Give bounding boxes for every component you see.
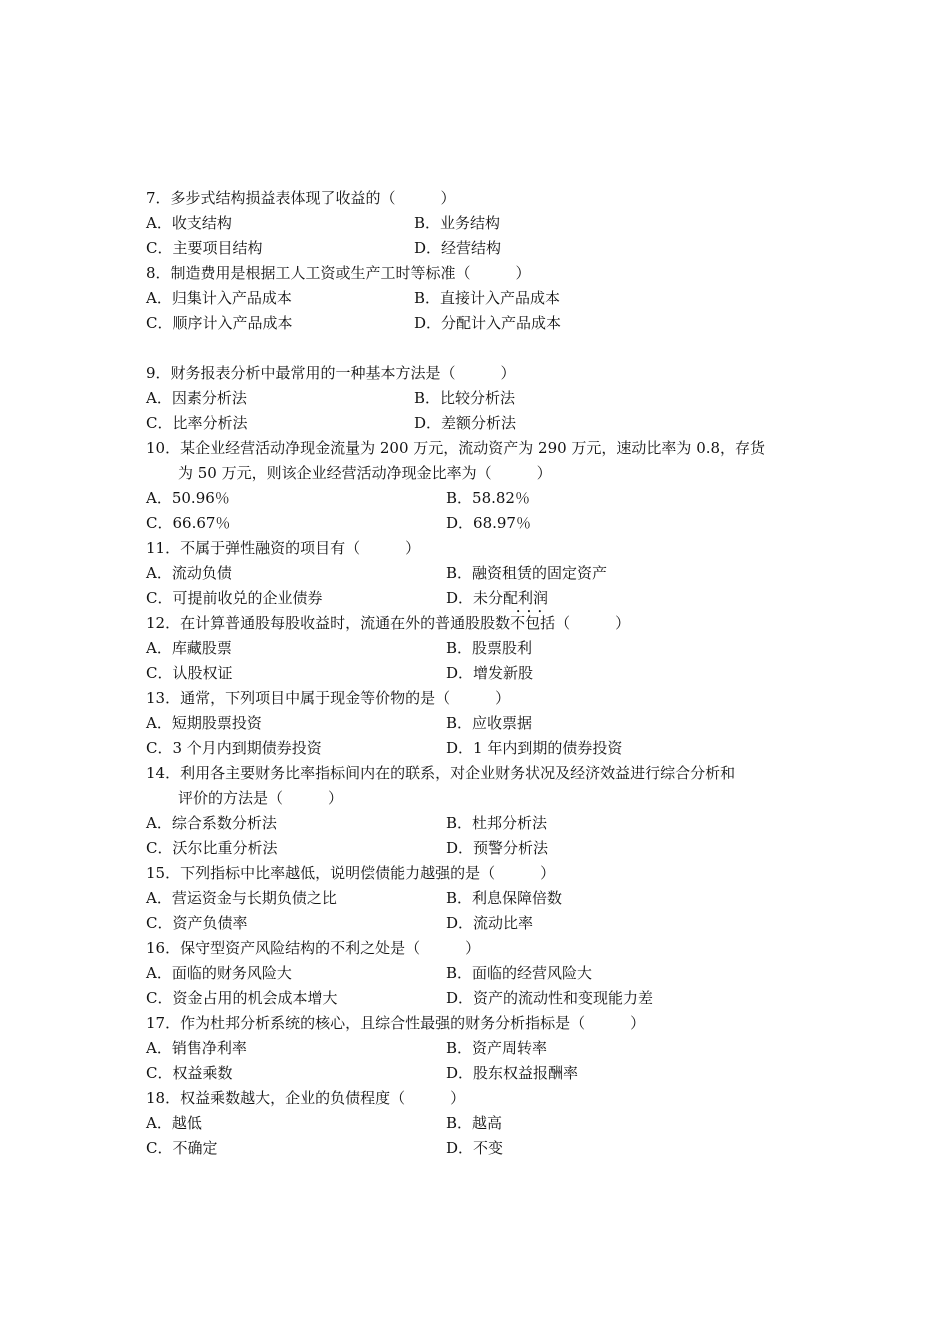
question-18-options-row-1 — [146, 1111, 816, 1136]
question-17-options-row-2 — [146, 1061, 816, 1086]
option-d: D．68.97％ — [446, 514, 531, 532]
question-18-stem: 18．权益乘数越大，企业的负债程度（ ） — [146, 1089, 466, 1107]
option-c: C．资金占用的机会成本增大 — [146, 989, 338, 1007]
option-d: D．差额分析法 — [414, 414, 517, 432]
question-12-stem: 12．在计算普通股每股收益时，流通在外的普通股股数• • 不包括（ ） — [146, 611, 816, 636]
question-16-options-row-2 — [146, 986, 816, 1011]
option-b: B．58.82％ — [446, 489, 530, 507]
option-d: D．未分配利润 — [446, 589, 549, 607]
question-12-options-row-1 — [146, 636, 816, 661]
option-d: D．预警分析法 — [446, 839, 549, 857]
option-b: B．越高 — [446, 1114, 503, 1132]
question-8-options-row-1 — [146, 286, 816, 311]
option-a: A．50.96％ — [146, 489, 230, 507]
question-11-options-row-1 — [146, 561, 816, 586]
option-a: A．库藏股票 — [146, 639, 232, 657]
question-12-options-row-2 — [146, 661, 816, 686]
question-14-stem: 14．利用各主要财务比率指标间内在的联系，对企业财务状况及经济效益进行综合分析和 — [146, 764, 736, 782]
option-b: B．比较分析法 — [414, 389, 516, 407]
option-d: D．流动比率 — [446, 914, 534, 932]
question-10-stem: 10．某企业经营活动净现金流量为 200 万元，流动资产为 290 万元，速动比率为 0.8，存货 — [146, 439, 766, 457]
question-7-options-row-2 — [146, 236, 816, 261]
question-14-options-row-1 — [146, 811, 816, 836]
option-a: A．流动负债 — [146, 564, 232, 582]
question-15-stem: 15．下列指标中比率越低，说明偿债能力越强的是（ ） — [146, 864, 556, 882]
question-9-options-row-1 — [146, 386, 816, 411]
question-15-options-row-2 — [146, 911, 816, 936]
question-18-options-row-2 — [146, 1136, 816, 1161]
question-14-stem-continued: 评价的方法是（ ） — [178, 789, 344, 807]
option-b: B．直接计入产品成本 — [414, 289, 561, 307]
option-d: D．增发新股 — [446, 664, 534, 682]
option-c: C．认股权证 — [146, 664, 233, 682]
question-16-stem: 16．保守型资产风险结构的不利之处是（ ） — [146, 939, 481, 957]
option-a: A．营运资金与长期负债之比 — [146, 889, 337, 907]
option-d: D．经营结构 — [414, 239, 502, 257]
option-a: A．短期股票投资 — [146, 714, 262, 732]
question-9-options-row-2 — [146, 411, 816, 436]
option-b: B．业务结构 — [414, 214, 501, 232]
question-17-options-row-1 — [146, 1036, 816, 1061]
question-13-stem: 13．通常，下列项目中属于现金等价物的是（ ） — [146, 689, 511, 707]
option-c: C．主要项目结构 — [146, 239, 263, 257]
option-d: D．分配计入产品成本 — [414, 314, 562, 332]
question-11-options-row-2 — [146, 586, 816, 611]
question-7-options-row-1 — [146, 211, 816, 236]
question-10-options-row-1 — [146, 486, 816, 511]
question-9-stem: 9．财务报表分析中最常用的一种基本方法是（ ） — [146, 364, 516, 382]
option-a: A．收支结构 — [146, 214, 232, 232]
option-b: B．股票股利 — [446, 639, 533, 657]
option-a: A．综合系数分析法 — [146, 814, 277, 832]
option-b: B．面临的经营风险大 — [446, 964, 593, 982]
option-c: C．3 个月内到期债券投资 — [146, 739, 322, 757]
option-a: A．归集计入产品成本 — [146, 289, 292, 307]
question-13-options-row-2 — [146, 736, 816, 761]
option-a: A．销售净利率 — [146, 1039, 247, 1057]
question-7-stem: 7．多步式结构损益表体现了收益的（ ） — [146, 189, 456, 207]
question-17-stem: 17．作为杜邦分析系统的核心，且综合性最强的财务分析指标是（ ） — [146, 1014, 646, 1032]
question-10-stem-continued: 为 50 万元，则该企业经营活动净现金比率为（ ） — [178, 464, 552, 482]
option-c: C．不确定 — [146, 1139, 218, 1157]
option-c: C．沃尔比重分析法 — [146, 839, 278, 857]
option-b: B．融资租赁的固定资产 — [446, 564, 608, 582]
option-d: D．1 年内到期的债券投资 — [446, 739, 623, 757]
option-b: B．杜邦分析法 — [446, 814, 548, 832]
option-a: A．越低 — [146, 1114, 202, 1132]
question-13-options-row-1 — [146, 711, 816, 736]
option-a: A．因素分析法 — [146, 389, 247, 407]
question-8-options-row-2 — [146, 311, 816, 336]
question-16-options-row-1 — [146, 961, 816, 986]
option-c: C．顺序计入产品成本 — [146, 314, 293, 332]
option-b: B．利息保障倍数 — [446, 889, 563, 907]
option-a: A．面临的财务风险大 — [146, 964, 292, 982]
option-b: B．资产周转率 — [446, 1039, 548, 1057]
option-c: C．比率分析法 — [146, 414, 248, 432]
question-15-options-row-1 — [146, 886, 816, 911]
option-d: D．股东权益报酬率 — [446, 1064, 579, 1082]
option-c: C．资产负债率 — [146, 914, 248, 932]
question-11-stem: 11．不属于弹性融资的项目有（ ） — [146, 539, 421, 557]
option-d: D．资产的流动性和变现能力差 — [446, 989, 654, 1007]
option-c: C．66.67％ — [146, 514, 231, 532]
question-8-stem: 8．制造费用是根据工人工资或生产工时等标准（ ） — [146, 264, 531, 282]
option-b: B．应收票据 — [446, 714, 533, 732]
option-c: C．权益乘数 — [146, 1064, 233, 1082]
question-14-options-row-2 — [146, 836, 816, 861]
option-d: D．不变 — [446, 1139, 504, 1157]
emphasis-dots-text: • • 不包括 — [510, 611, 555, 636]
question-10-options-row-2 — [146, 511, 816, 536]
option-c: C．可提前收兑的企业债券 — [146, 589, 323, 607]
